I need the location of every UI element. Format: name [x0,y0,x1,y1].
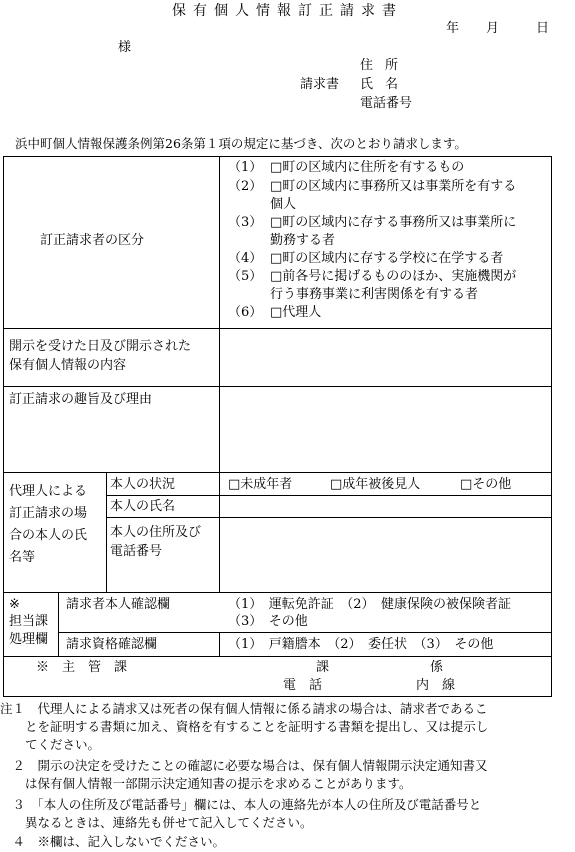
address-label: 住所 [360,58,411,73]
id-check-options-line1: （1） 運転免許証 （2） 健康保険の被保険者証 [228,597,512,612]
row-line-3 [3,472,552,473]
option-text-continued: 勤務する者 [270,233,336,248]
principal-address-label-line2: 電話番号 [110,544,163,559]
option-text: □町の区域内に存する事務所又は事業所に [270,215,517,230]
note-line: は保有個人情報一部開示決定通知書の提示を求めることがあります。 [0,776,412,791]
form-title: 保有個人情報訂正請求書 [172,3,403,19]
agent-label-line: 代理人による [9,484,88,499]
status-option-minor: □未成年者 [228,477,293,492]
agent-label-line: 訂正請求の場 [9,506,88,521]
option-text: □町の区域内に事務所又は事業所を有する [270,179,517,194]
office-mark-processing: 処理欄 [9,632,49,647]
id-check-label: 請求者本人確認欄 [66,597,171,612]
divider-office [58,592,59,656]
agent-label-line: 名等 [9,550,36,565]
date-year-label: 年 [446,21,460,36]
extension-label: 内 線 [416,678,456,693]
option-number: （5） [228,269,263,284]
note-line: ３ 「本人の住所及び電話番号」欄には、本人の連絡先が本人の住所及び電話番号と [0,797,482,812]
addressee-suffix: 様 [118,40,132,55]
option-text: □代理人 [270,305,322,320]
managing-dept-label: ※ 主 管 課 [36,660,128,675]
requester-label: 請求書 [300,77,340,92]
note-line: とを証明する書類に加え、資格を有することを証明する書類を提出し、又は提示し [0,719,489,734]
name-label: 氏名 [360,77,411,92]
subsection-label: 係 [430,660,444,675]
office-mark: ※ [9,597,20,612]
note-line: 異なるときは、連絡先も併せて記入してください。 [0,815,313,830]
table-border-right [551,156,552,697]
lead-statement: 浜中町個人情報保護条例第26条第１項の規定に基づき、次のとおり請求します。 [15,136,467,151]
divider-main [219,156,220,592]
disclosure-label-line2: 保有個人情報の内容 [9,358,127,373]
note-line: 注１ 代理人による請求又は死者の保有個人情報に係る請求の場合は、請求者であるこ [0,701,488,716]
office-mark-dept: 担当課 [9,614,49,629]
option-text: □町の区域内に存する学校に在学する者 [270,251,504,266]
row-line-5 [3,656,552,657]
principal-status-label: 本人の状況 [110,477,176,492]
row-line-1 [3,328,552,329]
date-day-label: 日 [536,21,550,36]
option-text-continued: 行う事務事業に利害関係を有する者 [270,287,479,302]
row-line-4 [3,592,552,593]
table-border-left [3,156,4,697]
row-line-agent-2 [106,517,552,518]
option-text-continued: 個人 [270,197,297,212]
note-line: ４ ※欄は、記入しないでください。 [0,834,226,849]
qualification-check-label: 請求資格確認欄 [66,637,158,652]
option-text: □町の区域内に住所を有するもの [270,160,465,175]
telephone-label: 電 話 [283,678,323,693]
date-month-label: 月 [486,21,500,36]
principal-name-label: 本人の氏名 [110,499,176,514]
phone-label: 電話番号 [360,96,413,111]
reason-label: 訂正請求の趣旨及び理由 [9,392,153,407]
option-number: （6） [228,305,263,320]
requester-type-label: 訂正請求者の区分 [40,233,145,248]
status-option-other: □その他 [460,477,512,492]
row-line-agent-1 [106,495,552,496]
divider-main-2 [219,632,220,656]
qualification-check-options: （1） 戸籍謄本 （2） 委任状 （3） その他 [228,637,494,652]
section-label: 課 [316,660,330,675]
status-option-guardian: □成年被後見人 [330,477,421,492]
option-number: （1） [228,160,263,175]
principal-address-label-line1: 本人の住所及び [110,525,202,540]
table-border-bottom [3,696,552,697]
note-line: てください。 [0,737,101,752]
option-text: □前各号に掲げるもののほか、実施機関が [270,269,517,284]
row-line-office-1 [58,632,552,633]
divider-agent [106,472,107,592]
note-line: ２ 開示の決定を受けたことの確認に必要な場合は、保有個人情報開示決定通知書又 [0,758,488,773]
row-line-2 [3,386,552,387]
option-number: （4） [228,251,263,266]
agent-label-line: 合の本人の氏 [9,528,88,543]
disclosure-label-line1: 開示を受けた日及び開示された [9,339,192,354]
id-check-options-line2: （3） その他 [228,614,308,629]
option-number: （2） [228,179,263,194]
table-border-top [3,156,552,157]
option-number: （3） [228,215,263,230]
